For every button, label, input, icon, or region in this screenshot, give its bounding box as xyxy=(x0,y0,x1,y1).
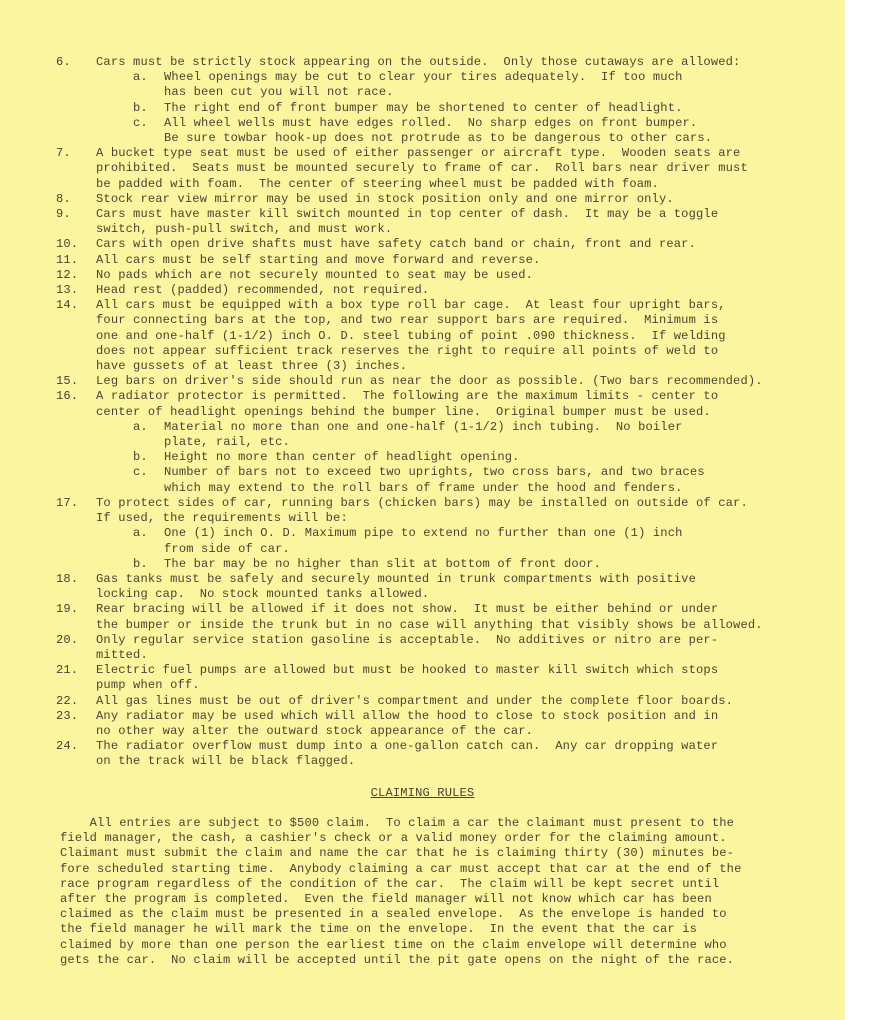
claiming-line: race program regardless of the condition of the car. The claim will be kept secret until xyxy=(60,876,720,891)
rule-item xyxy=(0,253,845,268)
rule-item xyxy=(0,207,845,237)
subitem-line: which may extend to the roll bars of frame under the hood and fenders. xyxy=(164,480,683,495)
rule-item xyxy=(0,633,845,663)
rule-line: All cars must be self starting and move forward and reverse. xyxy=(96,252,541,267)
rule-item xyxy=(0,146,845,192)
subitem-line: Height no more than center of headlight opening. xyxy=(164,450,520,465)
rule-text xyxy=(96,207,796,237)
rule-subitem xyxy=(0,526,845,556)
rule-item xyxy=(0,298,845,374)
rule-text xyxy=(96,298,796,374)
claiming-line: fore scheduled starting time. Anybody claiming a car must accept that car at the end of the xyxy=(60,861,742,876)
subitem-label: c. xyxy=(133,115,148,130)
claiming-rules-paragraph xyxy=(60,816,770,968)
rule-item xyxy=(0,268,845,283)
rule-line: If used, the requirements will be: xyxy=(96,511,348,526)
rule-line: no other way alter the outward stock appearance of the car. xyxy=(96,723,534,738)
rule-line: does not appear sufficient track reserves the right to require all points of weld to xyxy=(96,343,719,358)
rule-subitem xyxy=(0,116,845,146)
rule-number: 22. xyxy=(56,693,79,708)
rule-item xyxy=(0,496,845,526)
rule-line: be padded with foam. The center of steering wheel must be padded with foam. xyxy=(96,176,659,191)
rule-line: Cars must have master kill switch mounted in top center of dash. It may be a toggle xyxy=(96,207,719,222)
rule-line: To protect sides of car, running bars (chicken bars) may be installed on outside of car. xyxy=(96,495,748,510)
rule-number: 21. xyxy=(56,663,79,678)
subitem-label: b. xyxy=(133,450,148,465)
subitem-line: has been cut you will not race. xyxy=(164,85,394,100)
rule-text xyxy=(96,602,796,632)
rule-line: one and one-half (1-1/2) inch O. D. steel tubing of point .090 thickness. If welding xyxy=(96,328,726,343)
subitem-label: a. xyxy=(133,70,148,85)
rule-subitem xyxy=(0,420,845,450)
claiming-line: after the program is completed. Even the field manager will not know which car has been xyxy=(60,892,712,907)
rule-number: 13. xyxy=(56,283,79,298)
rule-line: center of headlight openings behind the bumper line. Original bumper must be used. xyxy=(96,404,711,419)
subitem-text xyxy=(164,420,774,450)
rule-number: 15. xyxy=(56,374,79,389)
rule-line: prohibited. Seats must be mounted securely to frame of car. Roll bars near driver must xyxy=(96,161,748,176)
subitem-line: Be sure towbar hook-up does not protrude as to be dangerous to other cars. xyxy=(164,131,713,146)
rule-subitem xyxy=(0,557,845,572)
rule-number: 9. xyxy=(56,207,71,222)
subitem-line: Wheel openings may be cut to clear your tires adequately. If too much xyxy=(164,70,683,85)
subitem-text xyxy=(164,557,774,572)
rule-line: locking cap. No stock mounted tanks allowed. xyxy=(96,587,430,602)
rule-item xyxy=(0,739,845,769)
rule-number: 18. xyxy=(56,571,79,586)
subitem-text xyxy=(164,526,774,556)
subitem-label: c. xyxy=(133,465,148,480)
subitem-label: b. xyxy=(133,100,148,115)
rule-item xyxy=(0,283,845,298)
rule-item xyxy=(0,192,845,207)
rule-number: 16. xyxy=(56,389,79,404)
rule-text xyxy=(96,192,796,207)
subitem-line: Material no more than one and one-half (1-1/2) inch tubing. No boiler xyxy=(164,419,683,434)
rule-line: Cars must be strictly stock appearing on the outside. Only those cutaways are allowed: xyxy=(96,55,741,69)
subitem-line: Number of bars not to exceed two uprights, two cross bars, and two braces xyxy=(164,465,705,480)
subitem-label: a. xyxy=(133,526,148,541)
rule-text xyxy=(96,739,796,769)
rule-item xyxy=(0,663,845,693)
rule-text xyxy=(96,663,796,693)
rule-line: Gas tanks must be safely and securely mounted in trunk compartments with positive xyxy=(96,571,697,586)
rule-text xyxy=(96,389,796,419)
rule-text xyxy=(96,283,796,298)
rule-number: 8. xyxy=(56,191,71,206)
subitem-text xyxy=(164,101,774,116)
rule-line: switch, push-pull switch, and must work. xyxy=(96,222,393,237)
claiming-line: All entries are subject to $500 claim. To claim a car the claimant must present to the xyxy=(60,816,735,830)
rule-line: pump when off. xyxy=(96,678,200,693)
rule-line: All cars must be equipped with a box type roll bar cage. At least four upright bars, xyxy=(96,298,726,313)
rule-item xyxy=(0,709,845,739)
page-margin xyxy=(845,0,873,1020)
claiming-line: claimed as the claim must be presented in a sealed envelope. As the envelope is handed to xyxy=(60,907,727,922)
rule-line: on the track will be black flagged. xyxy=(96,754,356,769)
rule-text xyxy=(96,374,796,389)
rule-subitem xyxy=(0,70,845,100)
subitem-text xyxy=(164,465,774,495)
subitem-line: from side of car. xyxy=(164,541,290,556)
claiming-line: field manager, the cash, a cashier's check or a valid money order for the claiming amount. xyxy=(60,831,727,846)
claiming-line: the field manager he will mark the time on the envelope. In the event that the car is xyxy=(60,922,698,937)
rule-item xyxy=(0,374,845,389)
subitem-text xyxy=(164,450,774,465)
rule-item xyxy=(0,55,845,70)
subitem-line: All wheel wells must have edges rolled. No sharp edges on front bumper. xyxy=(164,115,698,130)
rule-text xyxy=(96,268,796,283)
rule-number: 24. xyxy=(56,739,79,754)
claiming-line: claimed by more than one person the earliest time on the claim envelope will determine who xyxy=(60,937,727,952)
rules-list xyxy=(0,55,845,770)
rule-text xyxy=(96,694,796,709)
rule-line: All gas lines must be out of driver's compartment and under the complete floor boards. xyxy=(96,693,734,708)
rule-line: No pads which are not securely mounted to seat may be used. xyxy=(96,267,534,282)
rule-line: Only regular service station gasoline is acceptable. No additives or nitro are per- xyxy=(96,632,719,647)
rule-line: have gussets of at least three (3) inches. xyxy=(96,359,408,374)
rule-item xyxy=(0,694,845,709)
rule-text xyxy=(96,146,796,192)
rule-line: Stock rear view mirror may be used in stock position only and one mirror only. xyxy=(96,191,674,206)
rule-line: mitted. xyxy=(96,647,148,662)
rule-line: Any radiator may be used which will allow the hood to close to stock position and in xyxy=(96,708,719,723)
rule-number: 19. xyxy=(56,602,79,617)
rule-text xyxy=(96,572,796,602)
subitem-label: a. xyxy=(133,419,148,434)
rule-line: A radiator protector is permitted. The following are the maximum limits - center to xyxy=(96,389,719,404)
rule-subitem xyxy=(0,101,845,116)
rule-line: Cars with open drive shafts must have safety catch band or chain, front and rear. xyxy=(96,237,697,252)
rule-line: Rear bracing will be allowed if it does not show. It must be either behind or under xyxy=(96,602,719,617)
rule-text xyxy=(96,55,796,70)
rule-number: 17. xyxy=(56,495,79,510)
rule-line: Leg bars on driver's side should run as near the door as possible. (Two bars recommended). xyxy=(96,374,763,389)
rule-number: 23. xyxy=(56,708,79,723)
rule-text xyxy=(96,633,796,663)
rule-line: the bumper or inside the trunk but in no case will anything that visibly shows be allowed. xyxy=(96,617,763,632)
subitem-label: b. xyxy=(133,556,148,571)
subitem-text xyxy=(164,116,774,146)
rule-item xyxy=(0,572,845,602)
rule-line: Electric fuel pumps are allowed but must be hooked to master kill switch which stops xyxy=(96,663,719,678)
subitem-line: The bar may be no higher than slit at bottom of front door. xyxy=(164,556,602,571)
rule-number: 11. xyxy=(56,252,79,267)
claiming-line: Claimant must submit the claim and name the car that he is claiming thirty (30) minutes be- xyxy=(60,846,735,861)
rule-subitem xyxy=(0,465,845,495)
rule-number: 20. xyxy=(56,632,79,647)
subitem-line: One (1) inch O. D. Maximum pipe to extend no further than one (1) inch xyxy=(164,526,683,541)
rule-number: 10. xyxy=(56,237,79,252)
rule-number: 14. xyxy=(56,298,79,313)
subitem-text xyxy=(164,70,774,100)
rule-text xyxy=(96,253,796,268)
rule-number: 6. xyxy=(56,55,71,69)
subitem-line: plate, rail, etc. xyxy=(164,435,290,450)
rule-text xyxy=(96,709,796,739)
rule-item xyxy=(0,389,845,419)
rule-item xyxy=(0,602,845,632)
rule-line: The radiator overflow must dump into a one-gallon catch can. Any car dropping water xyxy=(96,739,719,754)
rule-text xyxy=(96,496,796,526)
rule-line: A bucket type seat must be used of either passenger or aircraft type. Wooden seats are xyxy=(96,146,741,161)
rule-number: 12. xyxy=(56,267,79,282)
claiming-line: gets the car. No claim will be accepted until the pit gate opens on the night of the race. xyxy=(60,952,735,967)
rule-line: four connecting bars at the top, and two rear support bars are required. Minimum is xyxy=(96,313,719,328)
claiming-rules-heading: CLAIMING RULES xyxy=(370,786,475,800)
rule-line: Head rest (padded) recommended, not required. xyxy=(96,283,430,298)
rule-subitem xyxy=(0,450,845,465)
rule-number: 7. xyxy=(56,146,71,161)
subitem-line: The right end of front bumper may be shortened to center of headlight. xyxy=(164,100,683,115)
rule-text xyxy=(96,237,796,252)
rule-item xyxy=(0,237,845,252)
